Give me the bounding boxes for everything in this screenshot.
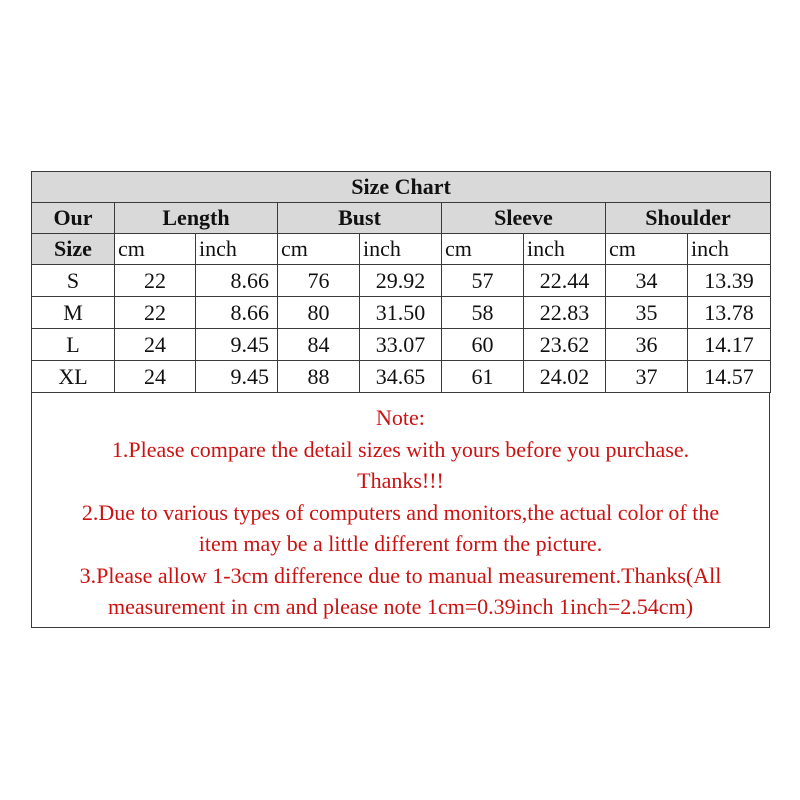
note-line: Thanks!!! [357, 468, 444, 493]
sleeve-inch-cell: 22.83 [524, 297, 606, 329]
shoulder-cm-cell: 34 [606, 265, 688, 297]
bust-cm-cell: 88 [278, 361, 360, 393]
unit-cell: cm [442, 234, 524, 265]
size-cell: M [32, 297, 115, 329]
size-table [31, 171, 771, 393]
table-row [32, 297, 771, 329]
sleeve-cm-cell: 57 [442, 265, 524, 297]
bust-inch-cell: 31.50 [360, 297, 442, 329]
notes-section [31, 393, 770, 628]
shoulder-inch-cell: 14.17 [688, 329, 771, 361]
note-line: 2.Due to various types of computers and monitors,the actual color of the [81, 499, 720, 525]
bust-inch-cell: 33.07 [360, 329, 442, 361]
unit-cell: cm [278, 234, 360, 265]
unit-cell: cm [606, 234, 688, 265]
shoulder-cm-cell: 36 [606, 329, 688, 361]
size-header-bottom: Size [32, 234, 115, 265]
size-cell: L [32, 329, 115, 361]
header-length: Length [115, 203, 278, 234]
length-cm-cell: 24 [115, 361, 196, 393]
shoulder-inch-cell: 13.78 [688, 297, 771, 329]
length-cm-cell: 22 [115, 297, 196, 329]
chart-title: Size Chart [32, 172, 771, 203]
length-cm-cell: 22 [115, 265, 196, 297]
unit-cell: cm [115, 234, 196, 265]
shoulder-inch-cell: 13.39 [688, 265, 771, 297]
unit-cell: inch [688, 234, 771, 265]
shoulder-cm-cell: 35 [606, 297, 688, 329]
table-row [32, 329, 771, 361]
length-inch-cell: 8.66 [196, 297, 278, 329]
note-line: 3.Please allow 1-3cm difference due to manual measurement.Thanks(All [79, 562, 722, 588]
bust-inch-cell: 29.92 [360, 265, 442, 297]
shoulder-cm-cell: 37 [606, 361, 688, 393]
bust-cm-cell: 84 [278, 329, 360, 361]
unit-cell: inch [524, 234, 606, 265]
size-cell: S [32, 265, 115, 297]
length-inch-cell: 9.45 [196, 361, 278, 393]
length-inch-cell: 9.45 [196, 329, 278, 361]
bust-cm-cell: 80 [278, 297, 360, 329]
sleeve-cm-cell: 58 [442, 297, 524, 329]
sleeve-inch-cell: 22.44 [524, 265, 606, 297]
size-header-top: Our [32, 203, 115, 234]
sleeve-inch-cell: 23.62 [524, 329, 606, 361]
note-line: 1.Please compare the detail sizes with yours before you purchase. [111, 436, 690, 462]
size-cell: XL [32, 361, 115, 393]
note-line: measurement in cm and please note 1cm=0.39inch 1inch=2.54cm) [107, 594, 694, 619]
bust-cm-cell: 76 [278, 265, 360, 297]
table-row [32, 361, 771, 393]
note-heading: Note: [376, 405, 425, 430]
note-line: item may be a little different form the picture. [198, 531, 603, 556]
sleeve-inch-cell: 24.02 [524, 361, 606, 393]
header-shoulder: Shoulder [606, 203, 771, 234]
sleeve-cm-cell: 60 [442, 329, 524, 361]
unit-cell: inch [360, 234, 442, 265]
table-row [32, 265, 771, 297]
unit-cell: inch [196, 234, 278, 265]
size-chart [31, 171, 770, 629]
header-sleeve: Sleeve [442, 203, 606, 234]
bust-inch-cell: 34.65 [360, 361, 442, 393]
shoulder-inch-cell: 14.57 [688, 361, 771, 393]
length-inch-cell: 8.66 [196, 265, 278, 297]
header-bust: Bust [278, 203, 442, 234]
length-cm-cell: 24 [115, 329, 196, 361]
sleeve-cm-cell: 61 [442, 361, 524, 393]
